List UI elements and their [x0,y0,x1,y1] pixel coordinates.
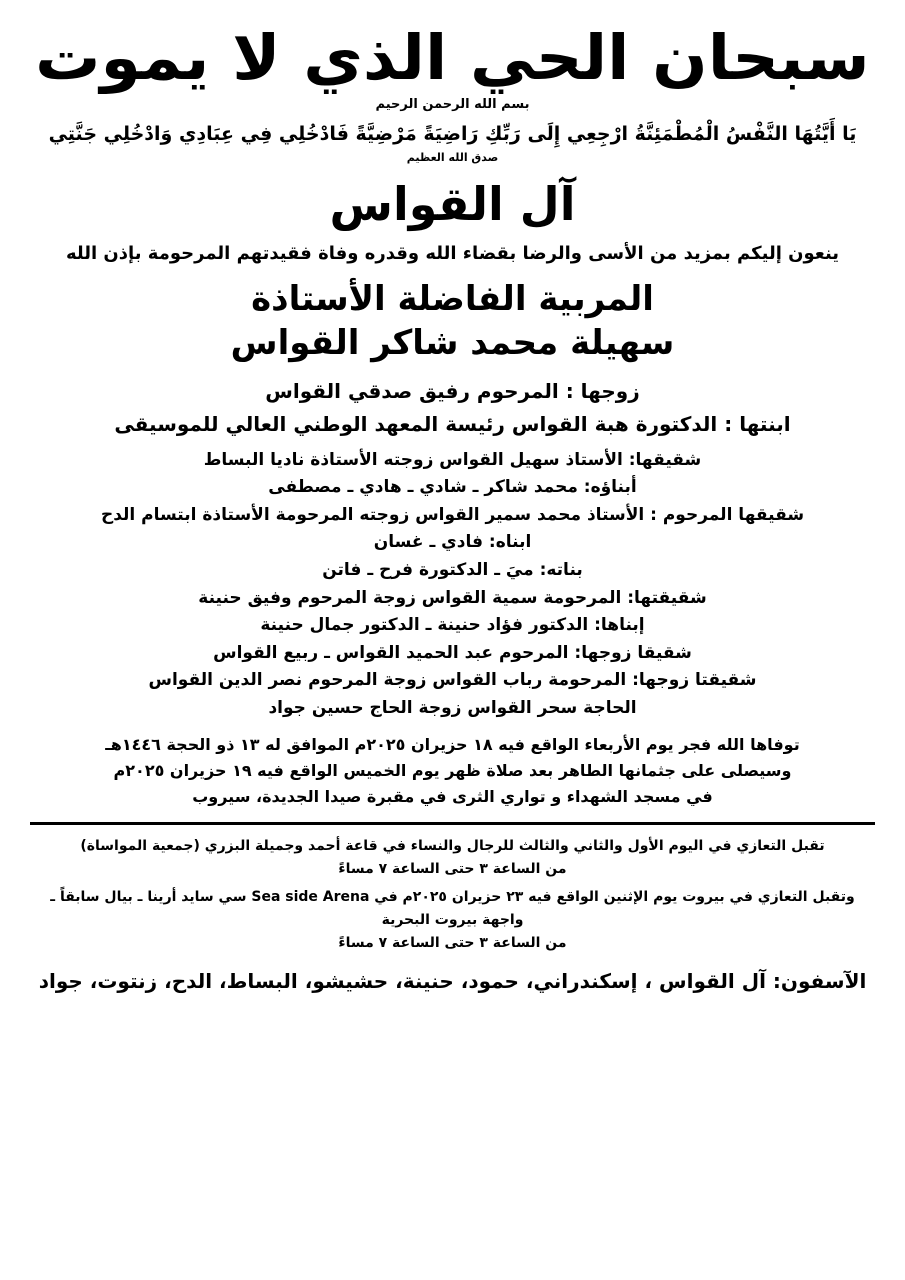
condolence-line: وتقبل التعازي في بيروت يوم الإثنين الواقع فيه ٢٣ حزيران ٢٠٢٥م في Sea side Arena سي سايد أرينا ـ بيال سابقاً ـ واجهة بيروت البحرية [50,889,855,928]
calligraphic-title: سبحان الحي الذي لا يموت [35,21,870,94]
condolences-section [30,835,875,954]
funeral-dates [30,732,875,810]
announcement-text: ينعون إليكم بمزيد من الأسى والرضا بقضاء الله وقدره وفاة فقيدتهم المرحومة بإذن الله [65,242,840,264]
relative-line: شقيقا زوجها: المرحوم عبد الحميد القواس ـ ربيع القواس [213,642,692,663]
relative-line: شقيقها: الأستاذ سهيل القواس زوجته الأستاذة ناديا البساط [203,449,702,470]
daughter-line: ابنتها : الدكتورة هبة القواس رئيسة المعهد الوطني العالي للموسيقى [114,411,791,436]
relative-line: الحاجة سحر القواس زوجة الحاج حسين جواد [268,697,637,718]
basmala-text: بسم الله الرحمن الرحيم [375,97,530,113]
relative-line: شقيقتا زوجها: المرحومة رباب القواس زوجة المرحوم نصر الدين القواس [148,670,757,691]
condolence-hours: من الساعة ٣ حتى الساعة ٧ مساءً [338,934,567,951]
relative-line: شقيقها المرحوم : الأستاذ محمد سمير القواس زوجته المرحومة الأستاذة ابتسام الدح [100,504,805,525]
deceased-honorific: المربية الفاضلة الأستاذة [251,278,654,319]
relative-line: ابناه: فادي ـ غسان [373,532,532,553]
deceased-name: سهيلة محمد شاكر القواس [230,323,675,364]
quran-verse: يَا أَيَّتُهَا النَّفْسُ الْمُطْمَئِنَّةُ ارْجِعِي إِلَى رَبِّكِ رَاضِيَةً مَرْضِيَّةً فَادْخُلِي فِي عِبَادِي وَادْخُلِي جَنَّتِي [48,123,857,146]
relative-line: شقيقتها: المرحومة سمية القواس زوجة المرحوم وفيق حنينة [198,587,707,608]
date-line: وسيصلى على جثمانها الطاهر بعد صلاة ظهر يوم الخميس الواقع فيه ١٩ حزيران ٢٠٢٥م [113,761,792,781]
date-line: في مسجد الشهداء و تواري الثرى في مقبرة صيدا الجديدة، سيروب [192,787,713,806]
verse-credit: صدق الله العظيم [406,150,499,164]
condolence-line: تقبل التعازي في اليوم الأول والثاني والثالث للرجال والنساء في قاعة أحمد وجميلة البزري (جمعية المواساة) [80,837,825,854]
relative-line: إبناها: الدكتور فؤاد حنينة ـ الدكتور جمال حنينة [260,615,645,636]
relative-line: أبناؤه: محمد شاكر ـ شادي ـ هادي ـ مصطفى [268,477,637,498]
husband-line: زوجها : المرحوم رفيق صدقي القواس [265,378,640,403]
relative-line: بناته: ميَ ـ الدكتورة فرح ـ فاتن [322,560,583,580]
family-name: آل القواس [329,176,576,231]
condolence-hours: من الساعة ٣ حتى الساعة ٧ مساءً [338,860,567,877]
signatories-line: الآسفون: آل القواس ، إسكندراني، حمود، حنينة، حشيشو، البساط، الدح، زنتوت، جواد [38,969,867,994]
section-divider [30,822,875,825]
relatives-list [30,447,875,722]
date-line: توفاها الله فجر يوم الأربعاء الواقع فيه ١٨ حزيران ٢٠٢٥م الموافق له ١٣ ذو الحجة ١٤٤٦هـ [105,735,800,755]
